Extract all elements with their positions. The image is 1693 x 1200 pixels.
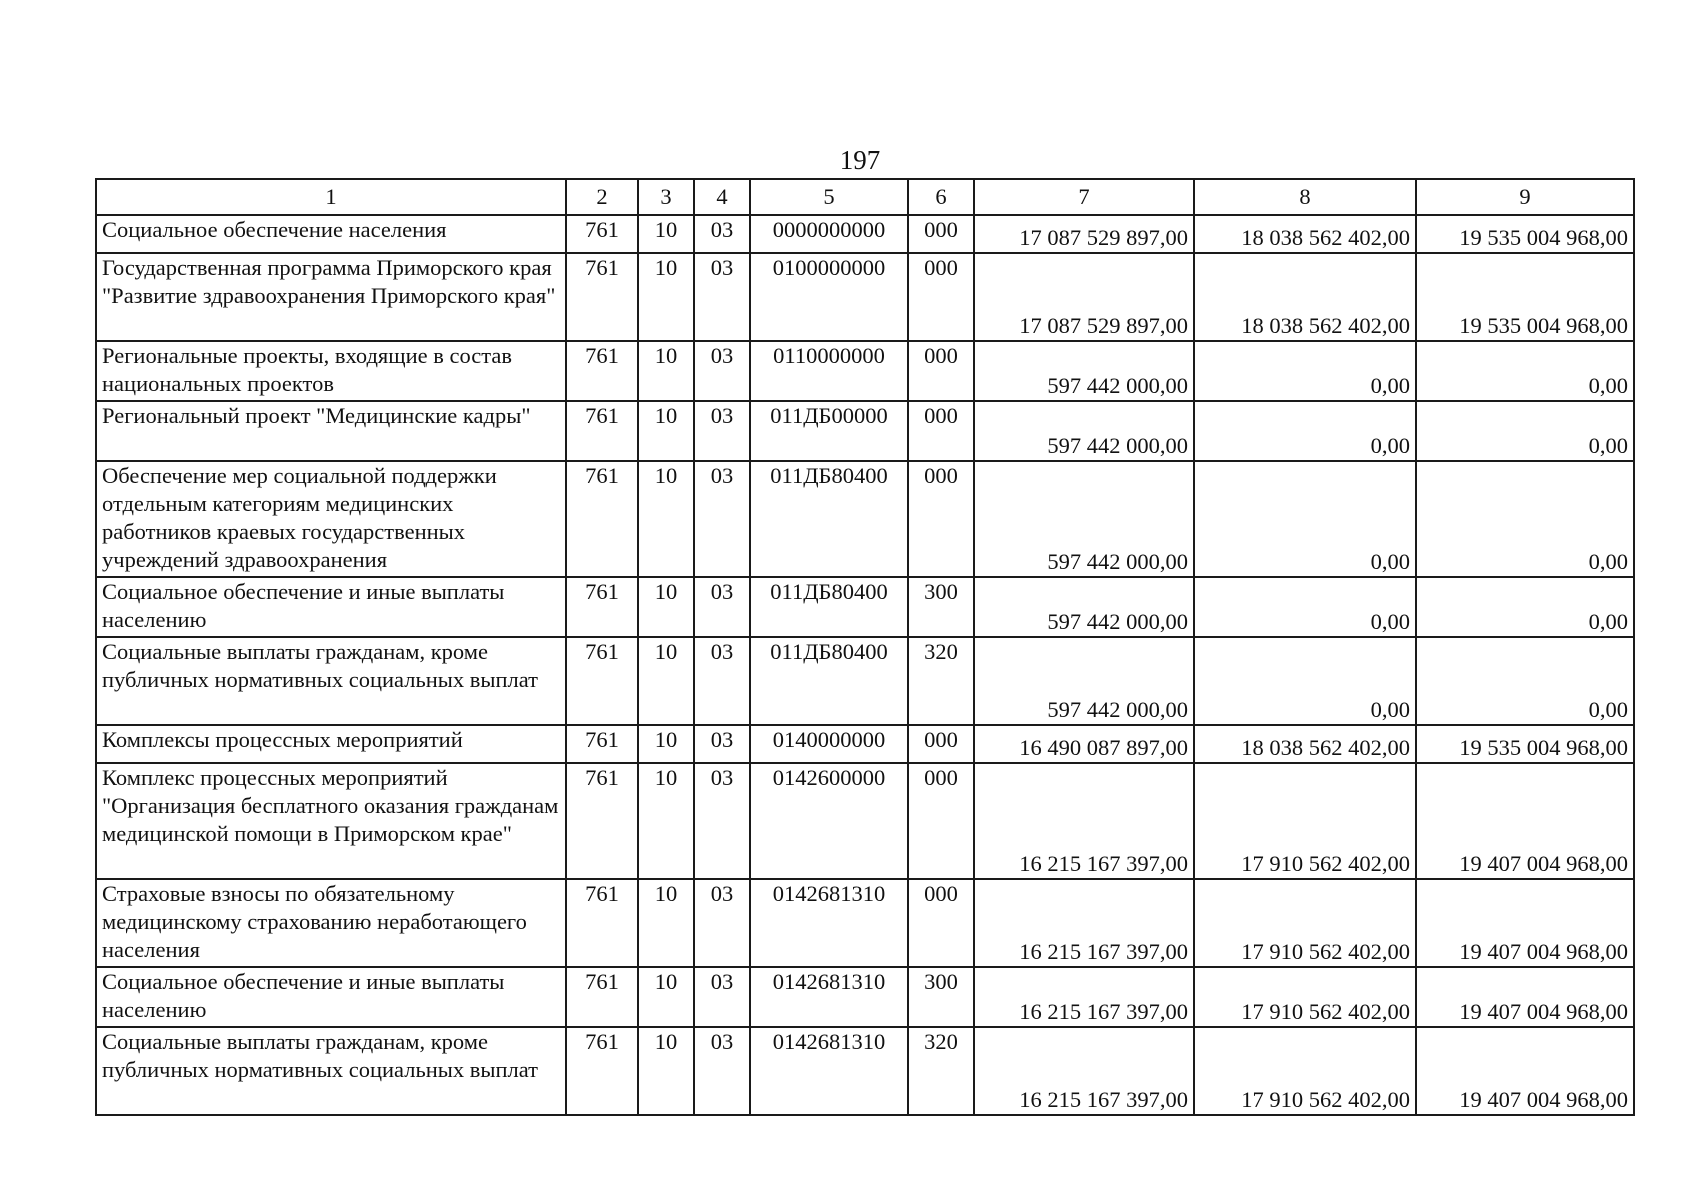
header-cell: 1: [96, 179, 566, 215]
cell-col8: 0,00: [1194, 401, 1416, 461]
cell-col5: 0142681310: [750, 967, 908, 1027]
budget-table: [95, 178, 1635, 1116]
cell-col5: 011ДБ80400: [750, 637, 908, 725]
cell-col7: 17 087 529 897,00: [974, 215, 1194, 253]
cell-col5: 011ДБ80400: [750, 577, 908, 637]
cell-col2: 761: [566, 637, 638, 725]
cell-col9: 19 407 004 968,00: [1416, 967, 1634, 1027]
header-cell: 5: [750, 179, 908, 215]
cell-col7: 597 442 000,00: [974, 401, 1194, 461]
cell-col4: 03: [694, 725, 750, 763]
cell-col6: 000: [908, 401, 974, 461]
cell-col5: 0142681310: [750, 879, 908, 967]
row-name: Социальное обеспечение и иные выплаты населению: [96, 577, 566, 637]
header-cell: 6: [908, 179, 974, 215]
cell-col9: 19 407 004 968,00: [1416, 879, 1634, 967]
cell-col3: 10: [638, 879, 694, 967]
cell-col5: 011ДБ00000: [750, 401, 908, 461]
cell-col8: 0,00: [1194, 637, 1416, 725]
cell-col9: 0,00: [1416, 637, 1634, 725]
cell-col6: 320: [908, 1027, 974, 1115]
table-row: [96, 341, 1634, 401]
cell-col8: 18 038 562 402,00: [1194, 253, 1416, 341]
cell-col5: 0000000000: [750, 215, 908, 253]
cell-col9: 19 407 004 968,00: [1416, 763, 1634, 879]
header-cell: 4: [694, 179, 750, 215]
cell-col4: 03: [694, 461, 750, 577]
table-row: [96, 879, 1634, 967]
row-name: Социальные выплаты гражданам, кроме публичных нормативных социальных выплат: [96, 1027, 566, 1115]
cell-col4: 03: [694, 577, 750, 637]
table-row: [96, 461, 1634, 577]
page-number: 197: [839, 145, 881, 175]
cell-col7: 16 215 167 397,00: [974, 1027, 1194, 1115]
table-row: [96, 967, 1634, 1027]
cell-col5: 0100000000: [750, 253, 908, 341]
cell-col7: 16 215 167 397,00: [974, 967, 1194, 1027]
cell-col4: 03: [694, 1027, 750, 1115]
cell-col7: 597 442 000,00: [974, 577, 1194, 637]
cell-col8: 17 910 562 402,00: [1194, 1027, 1416, 1115]
cell-col2: 761: [566, 341, 638, 401]
cell-col8: 18 038 562 402,00: [1194, 215, 1416, 253]
cell-col3: 10: [638, 967, 694, 1027]
cell-col8: 0,00: [1194, 461, 1416, 577]
cell-col4: 03: [694, 637, 750, 725]
cell-col4: 03: [694, 215, 750, 253]
cell-col7: 17 087 529 897,00: [974, 253, 1194, 341]
cell-col3: 10: [638, 1027, 694, 1115]
header-row: [96, 179, 1634, 215]
cell-col7: 597 442 000,00: [974, 341, 1194, 401]
cell-col3: 10: [638, 577, 694, 637]
cell-col6: 000: [908, 341, 974, 401]
cell-col3: 10: [638, 725, 694, 763]
cell-col9: 19 407 004 968,00: [1416, 1027, 1634, 1115]
header-cell: 3: [638, 179, 694, 215]
cell-col2: 761: [566, 725, 638, 763]
table-row: [96, 215, 1634, 253]
cell-col8: 0,00: [1194, 577, 1416, 637]
cell-col6: 000: [908, 215, 974, 253]
cell-col3: 10: [638, 215, 694, 253]
row-name: Социальные выплаты гражданам, кроме публичных нормативных социальных выплат: [96, 637, 566, 725]
cell-col7: 16 215 167 397,00: [974, 763, 1194, 879]
cell-col6: 300: [908, 577, 974, 637]
cell-col9: 0,00: [1416, 461, 1634, 577]
cell-col8: 17 910 562 402,00: [1194, 967, 1416, 1027]
cell-col5: 0140000000: [750, 725, 908, 763]
cell-col2: 761: [566, 577, 638, 637]
row-name: Социальное обеспечение и иные выплаты населению: [96, 967, 566, 1027]
table-row: [96, 637, 1634, 725]
row-name: Комплексы процессных мероприятий: [96, 725, 566, 763]
cell-col4: 03: [694, 967, 750, 1027]
cell-col5: 0142600000: [750, 763, 908, 879]
cell-col6: 000: [908, 763, 974, 879]
cell-col6: 000: [908, 253, 974, 341]
cell-col4: 03: [694, 341, 750, 401]
table-row: [96, 1027, 1634, 1115]
cell-col4: 03: [694, 763, 750, 879]
table-row: [96, 763, 1634, 879]
cell-col4: 03: [694, 879, 750, 967]
cell-col9: 19 535 004 968,00: [1416, 725, 1634, 763]
cell-col3: 10: [638, 401, 694, 461]
row-name: Страховые взносы по обязательному медицинскому страхованию неработающего населения: [96, 879, 566, 967]
header-cell: 7: [974, 179, 1194, 215]
header-cell: 9: [1416, 179, 1634, 215]
row-name: Обеспечение мер социальной поддержки отдельным категориям медицинских работников краевых государственных учреждений здравоохранения: [96, 461, 566, 577]
table-body: [96, 215, 1634, 1115]
cell-col2: 761: [566, 215, 638, 253]
cell-col6: 000: [908, 879, 974, 967]
cell-col7: 16 215 167 397,00: [974, 879, 1194, 967]
cell-col3: 10: [638, 253, 694, 341]
cell-col9: 0,00: [1416, 401, 1634, 461]
cell-col2: 761: [566, 401, 638, 461]
cell-col7: 16 490 087 897,00: [974, 725, 1194, 763]
header-cell: 2: [566, 179, 638, 215]
cell-col2: 761: [566, 967, 638, 1027]
cell-col2: 761: [566, 1027, 638, 1115]
cell-col2: 761: [566, 879, 638, 967]
cell-col8: 18 038 562 402,00: [1194, 725, 1416, 763]
cell-col6: 320: [908, 637, 974, 725]
cell-col4: 03: [694, 253, 750, 341]
cell-col9: 19 535 004 968,00: [1416, 253, 1634, 341]
cell-col6: 300: [908, 967, 974, 1027]
cell-col8: 17 910 562 402,00: [1194, 879, 1416, 967]
cell-col9: 0,00: [1416, 341, 1634, 401]
table-row: [96, 401, 1634, 461]
cell-col5: 0142681310: [750, 1027, 908, 1115]
cell-col4: 03: [694, 401, 750, 461]
cell-col2: 761: [566, 763, 638, 879]
cell-col5: 011ДБ80400: [750, 461, 908, 577]
cell-col3: 10: [638, 341, 694, 401]
row-name: Комплекс процессных мероприятий "Организация бесплатного оказания гражданам медицинской помощи в Приморском крае": [96, 763, 566, 879]
cell-col2: 761: [566, 253, 638, 341]
table-row: [96, 725, 1634, 763]
cell-col8: 0,00: [1194, 341, 1416, 401]
cell-col9: 19 535 004 968,00: [1416, 215, 1634, 253]
cell-col3: 10: [638, 637, 694, 725]
row-name: Государственная программа Приморского края "Развитие здравоохранения Приморского края": [96, 253, 566, 341]
header-cell: 8: [1194, 179, 1416, 215]
cell-col2: 761: [566, 461, 638, 577]
cell-col7: 597 442 000,00: [974, 461, 1194, 577]
row-name: Региональный проект "Медицинские кадры": [96, 401, 566, 461]
cell-col8: 17 910 562 402,00: [1194, 763, 1416, 879]
cell-col6: 000: [908, 725, 974, 763]
cell-col9: 0,00: [1416, 577, 1634, 637]
cell-col3: 10: [638, 763, 694, 879]
row-name: Социальное обеспечение населения: [96, 215, 566, 253]
row-name: Региональные проекты, входящие в состав национальных проектов: [96, 341, 566, 401]
cell-col3: 10: [638, 461, 694, 577]
cell-col5: 0110000000: [750, 341, 908, 401]
cell-col7: 597 442 000,00: [974, 637, 1194, 725]
cell-col6: 000: [908, 461, 974, 577]
table-row: [96, 253, 1634, 341]
table-row: [96, 577, 1634, 637]
